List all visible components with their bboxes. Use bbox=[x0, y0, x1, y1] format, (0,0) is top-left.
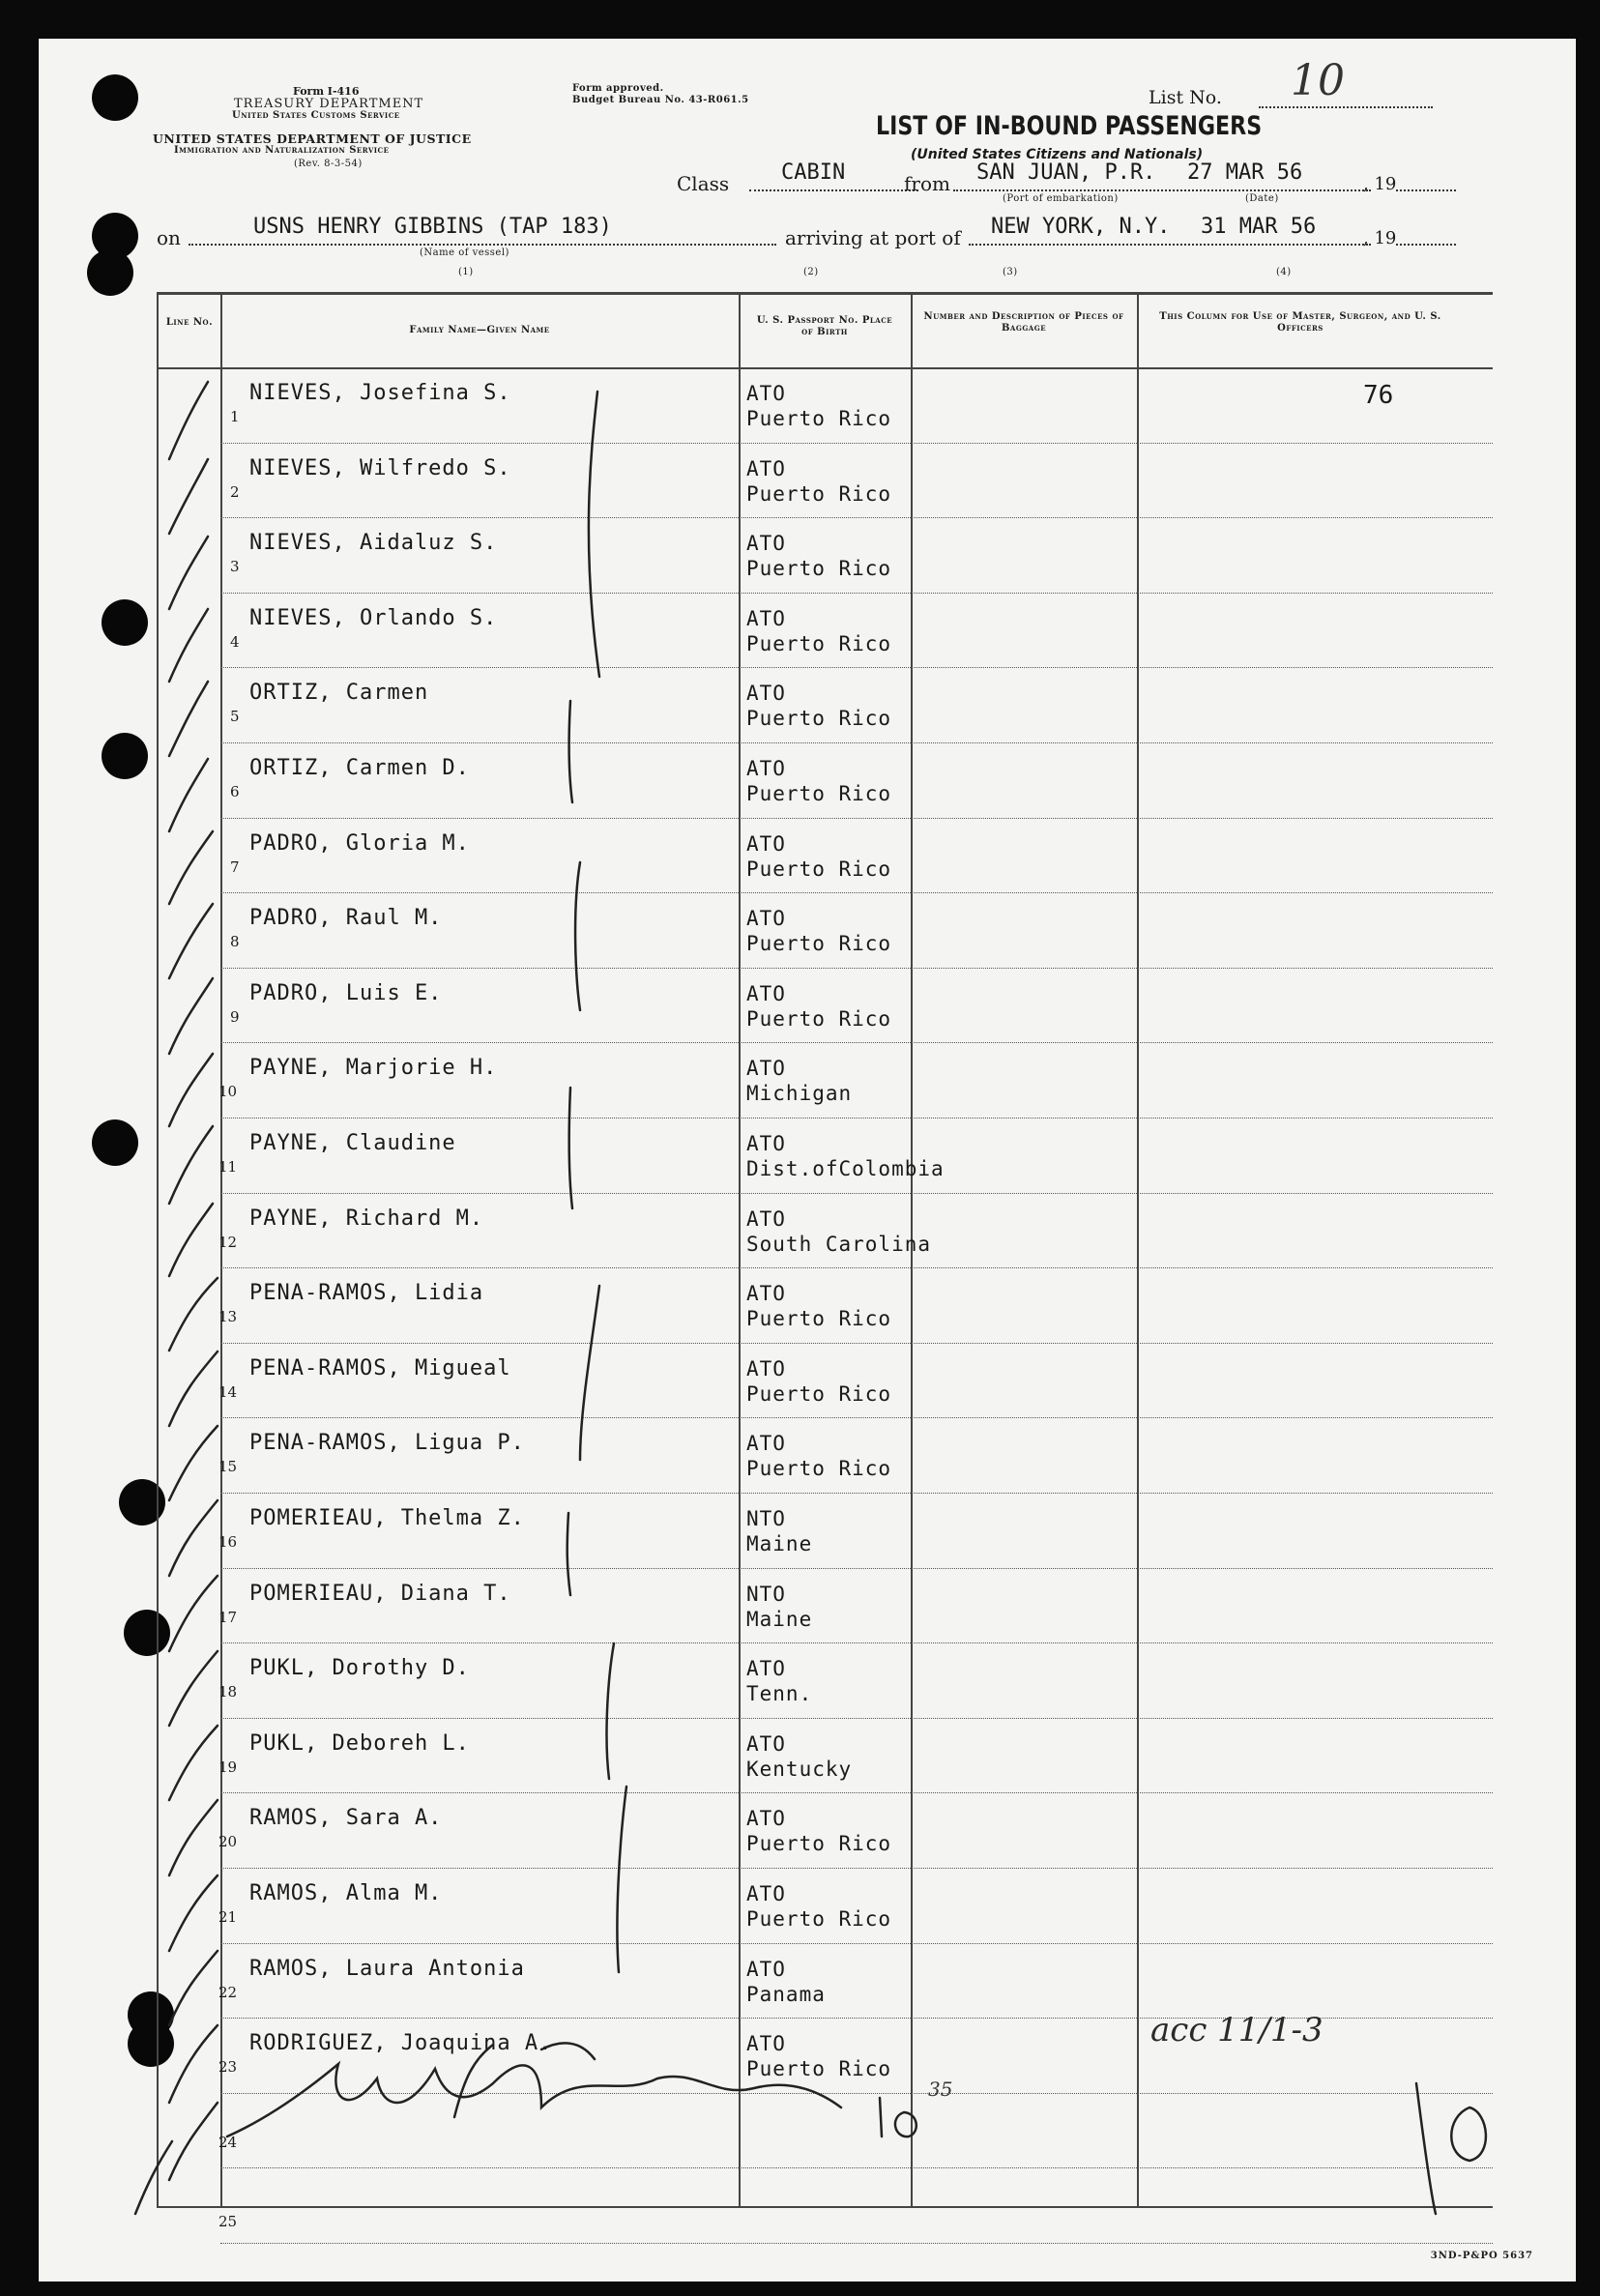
line-number: 22 bbox=[218, 1983, 238, 2001]
class-value: CABIN bbox=[781, 160, 846, 185]
passenger-name: PAYNE, Marjorie H. bbox=[249, 1056, 498, 1081]
passport-no: ATO bbox=[746, 606, 786, 630]
page-subtitle: (United States Citizens and Nationals) bbox=[911, 147, 1204, 162]
passenger-name: PADRO, Raul M. bbox=[249, 906, 443, 931]
vessel-note: (Name of vessel) bbox=[420, 247, 509, 258]
passenger-name: NIEVES, Josefina S. bbox=[249, 381, 511, 405]
place-of-birth: Puerto Rico bbox=[746, 2057, 892, 2081]
line-number: 3 bbox=[230, 558, 240, 576]
place-of-birth: Puerto Rico bbox=[746, 1006, 892, 1031]
footer-code: 3ND-P&PO 5637 bbox=[1430, 2251, 1533, 2261]
ins-label: Immigration and Naturalization Service bbox=[174, 145, 390, 156]
passenger-name: PUKL, Dorothy D. bbox=[249, 1656, 470, 1681]
place-of-birth: Puerto Rico bbox=[746, 1832, 892, 1856]
passenger-name: PENA-RAMOS, Migueal bbox=[249, 1355, 511, 1381]
vessel-name: USNS HENRY GIBBINS (TAP 183) bbox=[253, 215, 612, 239]
passenger-name: NIEVES, Wilfredo S. bbox=[249, 455, 511, 480]
place-of-birth: Puerto Rico bbox=[746, 481, 892, 506]
header-baggage: Number and Description of Pieces of Baggage bbox=[923, 311, 1124, 334]
line-number: 20 bbox=[218, 1833, 238, 1851]
line-number: 2 bbox=[230, 482, 240, 501]
line-number: 14 bbox=[218, 1382, 238, 1401]
passport-no: NTO bbox=[746, 1507, 786, 1530]
line-number: 10 bbox=[218, 1083, 238, 1101]
passenger-name: NIEVES, Aidaluz S. bbox=[249, 531, 498, 556]
arriving-label: arriving at port of bbox=[785, 226, 961, 249]
col-marker-2: (2) bbox=[803, 267, 819, 277]
place-of-birth: Puerto Rico bbox=[746, 1381, 892, 1406]
line-number: 4 bbox=[230, 632, 240, 651]
line-number: 23 bbox=[218, 2058, 238, 2077]
form-number: Form I-416 bbox=[293, 85, 360, 98]
line-number: 24 bbox=[218, 2133, 238, 2151]
passenger-name: PADRO, Luis E. bbox=[249, 980, 443, 1005]
place-of-birth: Maine bbox=[746, 1607, 813, 1631]
line-number: 19 bbox=[218, 1758, 238, 1776]
header-passport: U. S. Passport No. Place of Birth bbox=[756, 315, 893, 337]
place-of-birth: Puerto Rico bbox=[746, 1457, 892, 1481]
passport-no: ATO bbox=[746, 757, 786, 780]
year-field-1: , 19 bbox=[1363, 174, 1397, 194]
passport-no: ATO bbox=[746, 1132, 786, 1155]
passport-no: ATO bbox=[746, 532, 786, 556]
list-number-handwritten: 10 bbox=[1291, 56, 1345, 105]
place-of-birth: Puerto Rico bbox=[746, 557, 892, 581]
customs-service: United States Customs Service bbox=[232, 110, 400, 121]
col-marker-4: (4) bbox=[1276, 267, 1292, 277]
line-number: 18 bbox=[218, 1683, 238, 1701]
place-of-birth: Puerto Rico bbox=[746, 857, 892, 881]
passport-no: ATO bbox=[746, 2032, 786, 2056]
passport-no: ATO bbox=[746, 456, 786, 480]
page-title: LIST OF IN-BOUND PASSENGERS bbox=[876, 111, 1263, 141]
col-marker-3: (3) bbox=[1003, 267, 1018, 277]
line-number: 21 bbox=[218, 1908, 238, 1926]
dept-justice: UNITED STATES DEPARTMENT OF JUSTICE bbox=[153, 131, 472, 146]
col-marker-1: (1) bbox=[458, 267, 474, 277]
line-number: 13 bbox=[218, 1308, 238, 1326]
passenger-name: NIEVES, Orlando S. bbox=[249, 605, 498, 630]
date-note: (Date) bbox=[1245, 193, 1279, 204]
port-embarkation-note: (Port of embarkation) bbox=[1003, 193, 1119, 204]
from-date: 27 MAR 56 bbox=[1187, 160, 1303, 185]
handwriting-marks bbox=[39, 39, 1576, 2281]
passport-no: ATO bbox=[746, 1206, 786, 1231]
passenger-name: PENA-RAMOS, Lidia bbox=[249, 1281, 484, 1306]
line-number: 15 bbox=[218, 1458, 238, 1476]
passenger-name: PAYNE, Claudine bbox=[249, 1131, 456, 1155]
header-line-no: Line No. bbox=[165, 317, 214, 328]
officer-note-count: 76 bbox=[1363, 381, 1394, 410]
passport-no: ATO bbox=[746, 981, 786, 1005]
passport-no: ATO bbox=[746, 1432, 786, 1456]
passenger-name: PUKL, Deboreh L. bbox=[249, 1730, 470, 1756]
header-officers: This Column for Use of Master, Surgeon, and U. S. Officers bbox=[1159, 311, 1441, 334]
line-number: 6 bbox=[230, 783, 240, 800]
line-number: 16 bbox=[218, 1533, 238, 1551]
passport-no: ATO bbox=[746, 1057, 786, 1081]
revision-date: (Rev. 8-3-54) bbox=[294, 159, 363, 169]
line-number: 9 bbox=[230, 1007, 240, 1026]
place-of-birth: Maine bbox=[746, 1532, 813, 1555]
place-of-birth: Puerto Rico bbox=[746, 407, 892, 430]
place-of-birth: Puerto Rico bbox=[746, 1307, 892, 1331]
place-of-birth: Panama bbox=[746, 1982, 826, 2006]
passenger-name: RAMOS, Laura Antonia bbox=[249, 1956, 525, 1981]
passenger-name: POMERIEAU, Diana T. bbox=[249, 1581, 511, 1606]
passenger-name: RODRIGUEZ, Joaquina A. bbox=[249, 2031, 553, 2056]
on-label: on bbox=[157, 226, 181, 249]
passport-no: ATO bbox=[746, 682, 786, 706]
place-of-birth: Puerto Rico bbox=[746, 932, 892, 956]
passport-no: ATO bbox=[746, 831, 786, 856]
treasury-department: TREASURY DEPARTMENT bbox=[234, 97, 424, 111]
form-approved: Form approved. bbox=[572, 83, 664, 94]
place-of-birth: Puerto Rico bbox=[746, 1907, 892, 1931]
budget-bureau: Budget Bureau No. 43-R061.5 bbox=[572, 95, 749, 105]
arrival-date: 31 MAR 56 bbox=[1201, 215, 1317, 239]
line-number: 8 bbox=[230, 933, 240, 951]
line-number: 17 bbox=[218, 1608, 238, 1626]
header-name: Family Name—Given Name bbox=[409, 325, 550, 335]
passport-no: ATO bbox=[746, 1282, 786, 1306]
passenger-name: PENA-RAMOS, Ligua P. bbox=[249, 1431, 525, 1456]
passenger-name: PAYNE, Richard M. bbox=[249, 1206, 484, 1231]
passport-no: ATO bbox=[746, 1807, 786, 1831]
place-of-birth: Puerto Rico bbox=[746, 782, 892, 805]
place-of-birth: Kentucky bbox=[746, 1757, 853, 1781]
passport-no: ATO bbox=[746, 1731, 786, 1756]
passport-no: ATO bbox=[746, 1657, 786, 1681]
line-number: 5 bbox=[230, 708, 240, 726]
line-number: 1 bbox=[230, 408, 240, 425]
place-of-birth: Puerto Rico bbox=[746, 631, 892, 655]
place-of-birth: South Carolina bbox=[746, 1232, 932, 1256]
line-number: 12 bbox=[218, 1233, 238, 1251]
passport-no: ATO bbox=[746, 1356, 786, 1381]
svg-text:35: 35 bbox=[928, 2078, 953, 2101]
place-of-birth: Dist.ofColombia bbox=[746, 1157, 945, 1180]
from-label: from bbox=[904, 172, 950, 195]
passenger-name: RAMOS, Alma M. bbox=[249, 1881, 443, 1905]
line-number: 25 bbox=[218, 2213, 238, 2231]
passport-no: ATO bbox=[746, 1957, 786, 1981]
class-label: Class bbox=[677, 172, 730, 195]
passenger-name: POMERIEAU, Thelma Z. bbox=[249, 1506, 525, 1530]
passport-no: ATO bbox=[746, 382, 786, 405]
list-no-label: List No. bbox=[1149, 87, 1222, 108]
passport-no: NTO bbox=[746, 1582, 786, 1606]
place-of-birth: Michigan bbox=[746, 1082, 853, 1106]
passenger-name: RAMOS, Sara A. bbox=[249, 1806, 443, 1831]
place-of-birth: Tenn. bbox=[746, 1682, 813, 1706]
passport-no: ATO bbox=[746, 1882, 786, 1905]
year-field-2: , 19 bbox=[1363, 228, 1397, 248]
line-number: 11 bbox=[218, 1158, 238, 1176]
place-of-birth: Puerto Rico bbox=[746, 707, 892, 731]
passenger-name: PADRO, Gloria M. bbox=[249, 830, 470, 856]
from-port: SAN JUAN, P.R. bbox=[976, 160, 1156, 185]
passport-no: ATO bbox=[746, 907, 786, 931]
line-number: 7 bbox=[230, 857, 240, 876]
passenger-list-page bbox=[39, 39, 1576, 2281]
arrival-port: NEW YORK, N.Y. bbox=[991, 215, 1171, 239]
officer-note-acc: acc 11/1-3 bbox=[1150, 2011, 1324, 2049]
passenger-name: ORTIZ, Carmen bbox=[249, 681, 429, 706]
passenger-name: ORTIZ, Carmen D. bbox=[249, 756, 470, 780]
